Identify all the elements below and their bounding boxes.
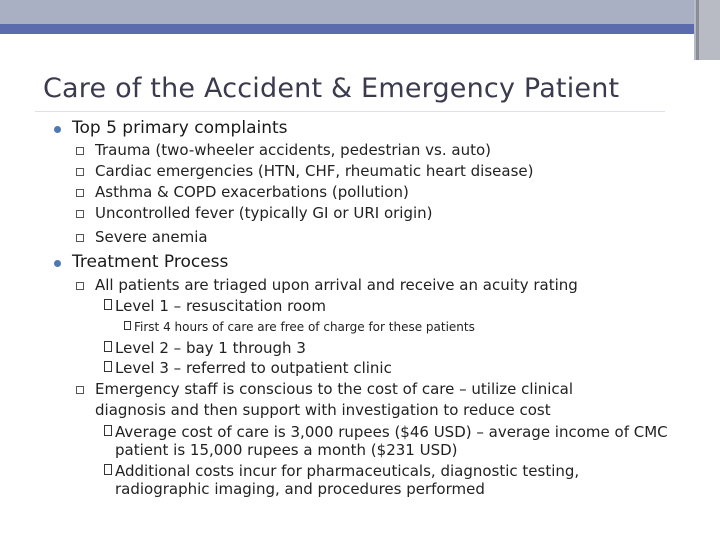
square-bullet-icon [76,234,84,242]
placeholder-glyph-icon [104,341,112,352]
cost-intro-line: Emergency staff is conscious to the cost of care – utilize clinical [95,380,574,398]
section-heading-complaints: Top 5 primary complaints [72,118,288,138]
square-bullet-icon [76,282,84,290]
placeholder-glyph-icon [104,464,112,475]
placeholder-glyph-icon [104,299,112,310]
cost-detail-line: Average cost of care is 3,000 rupees ($46 USD) – average income of CMC [115,423,668,441]
triage-intro: All patients are triaged upon arrival and receive an acuity rating [95,276,578,294]
header-band-dark [0,24,720,34]
placeholder-glyph-icon [124,321,131,330]
cost-detail-line: radiographic imaging, and procedures performed [115,480,485,498]
level-item: Level 2 – bay 1 through 3 [115,339,306,357]
complaint-item: Trauma (two-wheeler accidents, pedestrian vs. auto) [95,141,492,159]
complaint-item: Severe anemia [95,228,208,246]
bullet-dot-icon [54,126,61,133]
square-bullet-icon [76,386,84,394]
header-band-light [0,0,720,24]
complaint-item: Uncontrolled fever (typically GI or URI origin) [95,204,433,222]
slide-title: Care of the Accident & Emergency Patient [43,73,620,104]
header-corner-line [696,0,699,60]
cost-detail-line: Additional costs incur for pharmaceuticals, diagnostic testing, [115,462,580,480]
bullet-dot-icon [54,260,61,267]
square-bullet-icon [76,210,84,218]
level-item: Level 3 – referred to outpatient clinic [115,359,392,377]
square-bullet-icon [76,147,84,155]
complaint-item: Asthma & COPD exacerbations (pollution) [95,183,409,201]
title-divider [35,111,665,112]
section-heading-treatment: Treatment Process [72,252,229,272]
placeholder-glyph-icon [104,361,112,372]
cost-intro-line: diagnosis and then support with investigation to reduce cost [95,401,551,419]
square-bullet-icon [76,168,84,176]
level-item: Level 1 – resuscitation room [115,297,326,315]
level1-note: First 4 hours of care are free of charge for these patients [134,320,475,334]
placeholder-glyph-icon [104,425,112,436]
complaint-item: Cardiac emergencies (HTN, CHF, rheumatic heart disease) [95,162,534,180]
square-bullet-icon [76,189,84,197]
cost-detail-line: patient is 15,000 rupees a month ($231 USD) [115,441,458,459]
